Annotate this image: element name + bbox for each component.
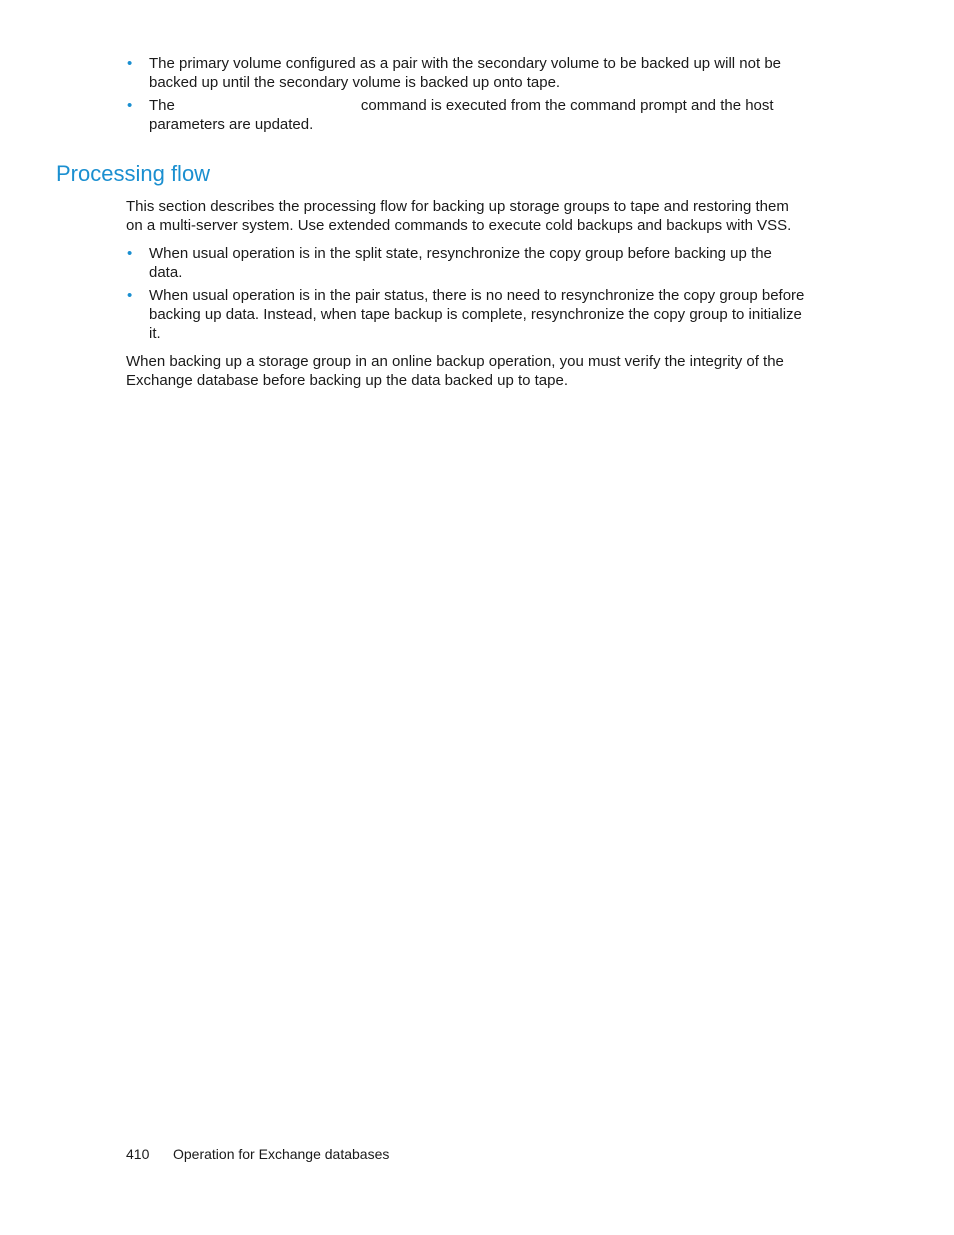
bullet-text: When usual operation is in the pair status, there is no need to resynchronize the copy group before backing up data. Instead, when tape backup is complete, resynchronize the copy group to initialize it. <box>149 287 805 342</box>
section-bullet-list <box>0 244 809 343</box>
top-bullet-list <box>0 54 809 134</box>
bullet-text: When usual operation is in the split state, resynchronize the copy group before backing up the data. <box>149 245 772 281</box>
page-number: 410 <box>126 1146 150 1162</box>
list-item <box>0 244 809 282</box>
bullet-icon: • <box>127 287 133 304</box>
list-item <box>0 286 809 343</box>
bullet-text: The primary volume configured as a pair with the secondary volume to be backed up will not be backed up until the secondary volume is backed up onto tape. <box>149 55 781 91</box>
bullet-icon: • <box>127 245 133 262</box>
section-heading: Processing flow <box>56 161 211 186</box>
bullet-text-before-command: The <box>149 97 175 114</box>
closing-paragraph: When backing up a storage group in an online backup operation, you must verify the integrity of the Exchange database before backing up the data backed up to tape. <box>126 353 784 389</box>
chapter-title: Operation for Exchange databases <box>173 1146 390 1162</box>
bullet-icon: • <box>127 97 133 114</box>
list-item <box>0 54 809 92</box>
list-item <box>0 96 809 134</box>
page-footer <box>126 1145 389 1163</box>
intro-paragraph: This section describes the processing flow for backing up storage groups to tape and restoring them on a multi-server system. Use extended commands to execute cold backups and backups with VSS. <box>126 198 792 234</box>
bullet-icon: • <box>127 55 133 72</box>
bullet-text-after-command: command is executed from the command prompt and the host parameters are updated. <box>149 97 774 133</box>
